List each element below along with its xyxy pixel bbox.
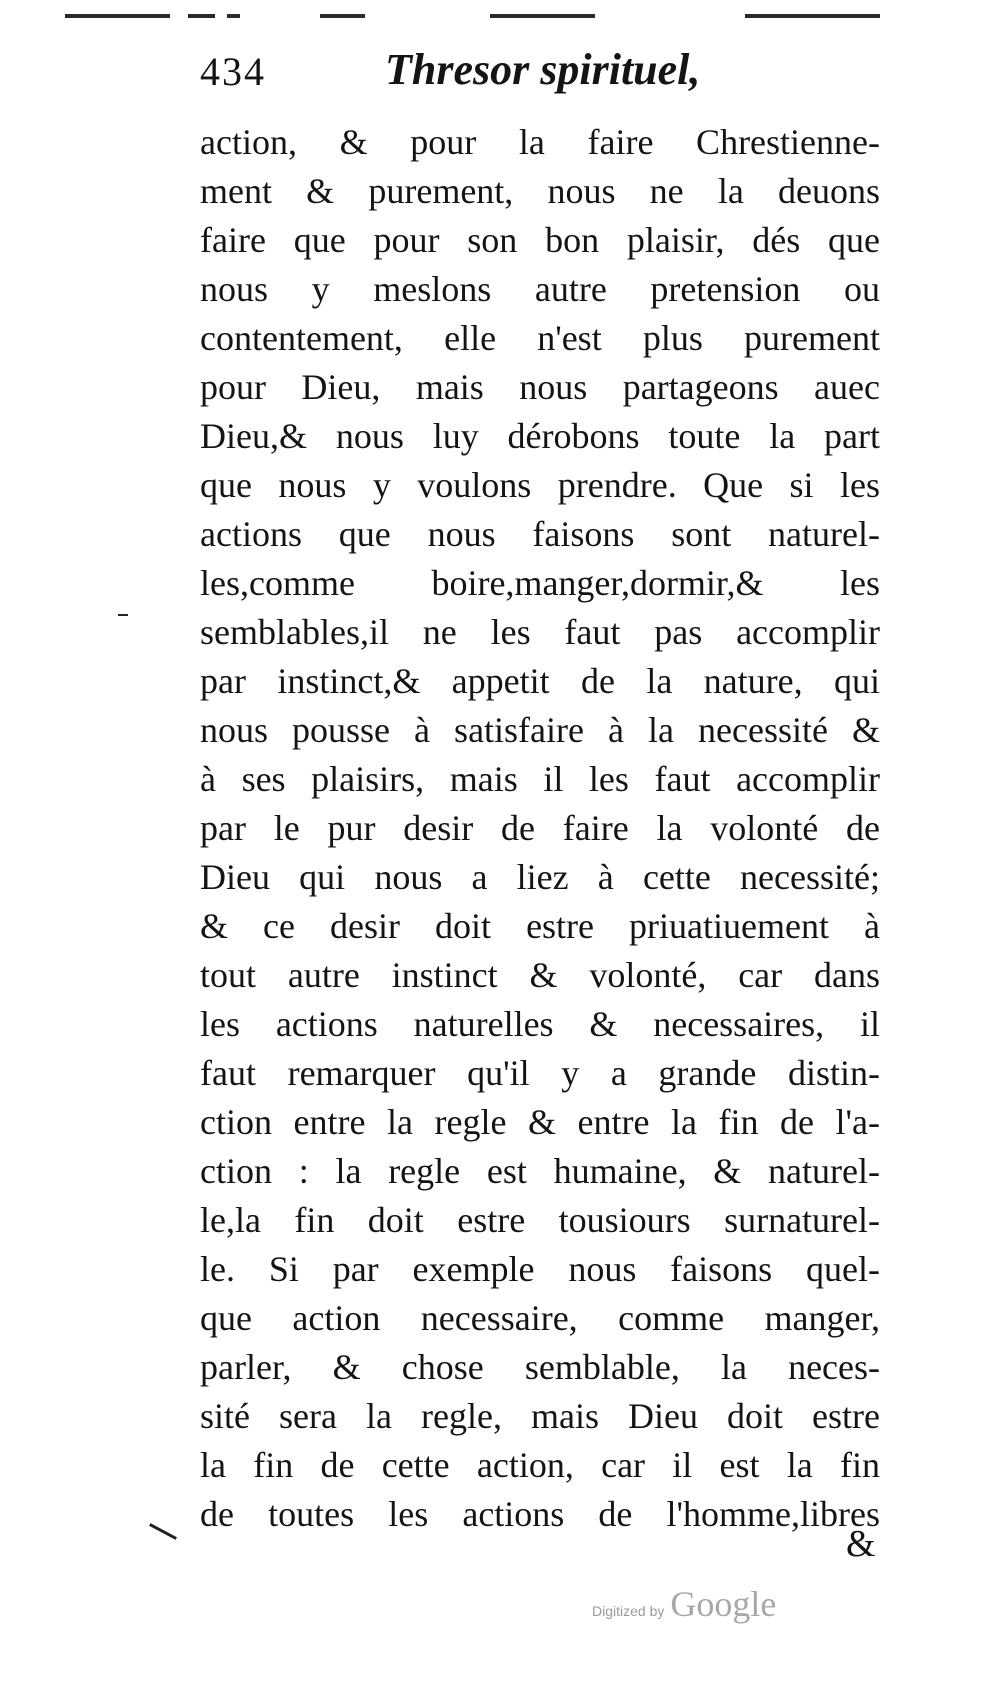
catchword: & [846,1523,876,1565]
digitized-watermark [592,1583,776,1633]
margin-mark [118,614,128,616]
page-number: 434 [200,49,266,94]
text-line: que action necessaire, comme manger, [200,1298,880,1338]
text-line: nous y meslons autre pretension ou [200,269,880,309]
text-line: par instinct,& appetit de la nature, qui [200,661,880,701]
text-line: action, & pour la faire Chrestienne- [200,122,880,162]
text-line: contentement, elle n'est plus purement [200,318,880,358]
text-line: pour Dieu, mais nous partageons auec [200,367,880,407]
text-line: & ce desir doit estre priuatiuement à [200,906,880,946]
text-line: Dieu qui nous a liez à cette necessité; [200,857,880,897]
google-logo: Google [670,1584,777,1624]
text-line: nous pousse à satisfaire à la necessité & [200,710,880,750]
text-line: sité sera la regle, mais Dieu doit estre [200,1396,880,1436]
text-line: par le pur desir de faire la volonté de [200,808,880,848]
top-border-rule [65,14,880,18]
text-line: parler, & chose semblable, la neces- [200,1347,880,1387]
text-line: actions que nous faisons sont naturel- [200,514,880,554]
text-line: le,la fin doit estre tousiours surnaturel- [200,1200,880,1240]
text-line: la fin de cette action, car il est la fin [200,1445,880,1485]
text-line: le. Si par exemple nous faisons quel- [200,1249,880,1289]
page-header [200,44,880,114]
text-line: semblables,il ne les faut pas accomplir [200,612,880,652]
text-line: ction entre la regle & entre la fin de l'a- [200,1102,880,1142]
text-line: faire que pour son bon plaisir, dés que [200,220,880,260]
text-line: ction : la regle est humaine, & naturel- [200,1151,880,1191]
text-line: les,comme boire,manger,dormir,& les [200,563,880,603]
text-line: tout autre instinct & volonté, car dans [200,955,880,995]
text-line: que nous y voulons prendre. Que si les [200,465,880,505]
text-line: les actions naturelles & necessaires, il [200,1004,880,1044]
watermark-prefix: Digitized by [592,1603,665,1619]
body-text [200,118,880,1539]
text-line: ment & purement, nous ne la deuons [200,171,880,211]
text-line: faut remarquer qu'il y a grande distin- [200,1053,880,1093]
text-line: de toutes les actions de l'homme,libres [200,1494,880,1534]
text-line: à ses plaisirs, mais il les faut accomplir [200,759,880,799]
running-head: Thresor spirituel, [385,45,701,94]
text-line: Dieu,& nous luy dérobons toute la part [200,416,880,456]
margin-mark [149,1523,177,1540]
